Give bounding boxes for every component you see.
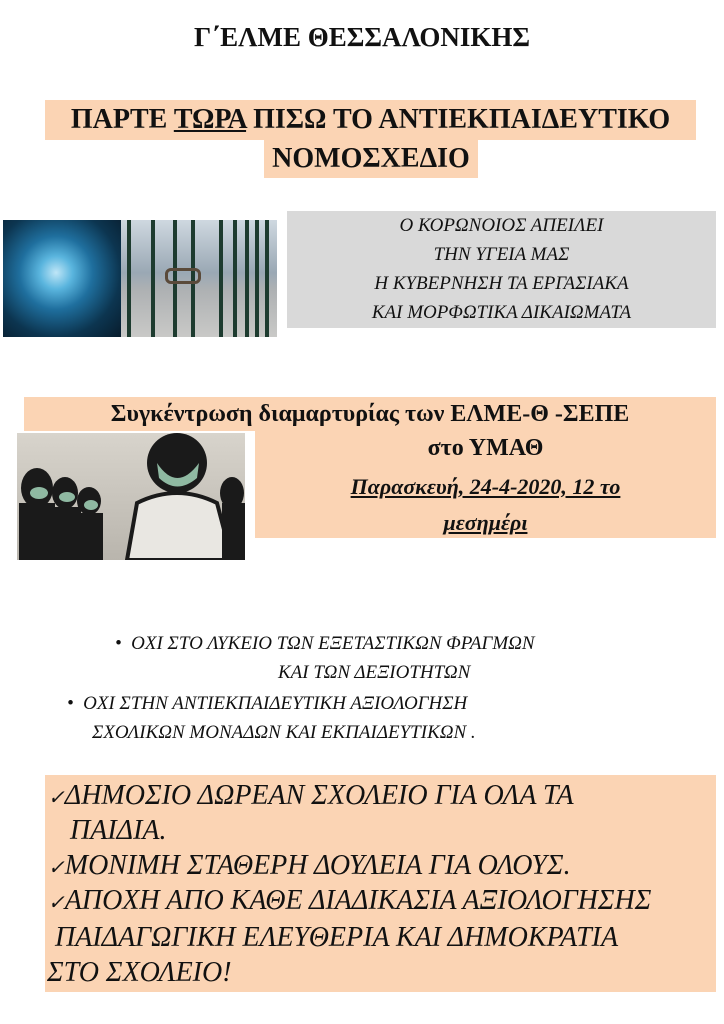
event-date: Παρασκευή, 24-4-2020, 12 το [350,474,621,499]
event-title: Συγκέντρωση διαμαρτυρίας των ΕΛΜΕ-Θ -ΣΕΠΕ [110,401,630,427]
threat-line: Η ΚΥΒΕΡΝΗΣΗ ΤΑ ΕΡΓΑΣΙΑΚΑ [374,273,629,294]
check-icon: ✓ [48,892,65,914]
headline-line-1 [45,100,696,140]
threat-line: ΤΗΝ ΥΓΕΙΑ ΜΑΣ [433,244,570,265]
demand-line: ΠΑΙΔΑΓΩΓΙΚΗ ΕΛΕΥΘΕΡΙΑ ΚΑΙ ΔΗΜΟΚΡΑΤΙΑ [55,922,619,953]
bullet-item [115,629,535,658]
event-time: μεσημέρι [443,510,528,535]
bullet-text: ΟΧΙ ΣΤΗΝ ΑΝΤΙΕΚΠΑΙΔΕΥΤΙΚΗ ΑΞΙΟΛΟΓΗΣΗ [83,693,468,714]
bullet-text: ΟΧΙ ΣΤΟ ΛΥΚΕΙΟ ΤΩΝ ΕΞΕΤΑΣΤΙΚΩΝ ΦΡΑΓΜΩΝ [131,633,535,654]
check-icon: ✓ [48,787,65,809]
threat-line: Ο ΚΟΡΩΝΟΙΟΣ ΑΠΕΙΛΕΙ [399,215,604,236]
demand-text: ΜΟΝΙΜΗ ΣΤΑΘΕΡΗ ΔΟΥΛΕΙΑ ΓΙΑ ΟΛΟΥΣ. [64,850,571,881]
headline-line-2: ΝΟΜΟΣΧΕΔΙΟ [264,140,478,178]
virus-and-locked-gate-image [3,220,277,337]
demand-line [48,778,574,816]
chain-lock-icon [165,268,201,284]
locked-gate-picture [121,220,277,337]
headline-emphasis: ΤΩΡΑ [173,104,247,135]
threat-line: ΚΑΙ ΜΟΡΦΩΤΙΚΑ ΔΙΚΑΙΩΜΑΤΑ [371,302,632,323]
bullet-continuation: ΣΧΟΛΙΚΩΝ ΜΟΝΑΔΩΝ ΚΑΙ ΕΚΠΑΙΔΕΥΤΙΚΩΝ . [92,722,476,743]
demand-text: ΔΗΜΟΣΙΟ ΔΩΡΕΑΝ ΣΧΟΛΕΙΟ ΓΙΑ ΟΛΑ ΤΑ [64,780,574,811]
event-location: στο ΥΜΑΘ [427,435,544,461]
union-title: Γ΄ΕΛΜΕ ΘΕΣΣΑΛΟΝΙΚΗΣ [193,22,531,52]
demand-line: ΠΑΙΔΙΑ. [70,815,167,846]
demand-line [48,883,651,921]
check-icon: ✓ [48,857,65,879]
bullet-continuation: ΚΑΙ ΤΩΝ ΔΕΞΙΟΤΗΤΩΝ [278,662,471,683]
headline-part-1: ΠΑΡΤΕ [70,104,174,135]
masked-crowd-image [17,433,245,560]
threat-box [287,211,716,328]
bullet-icon: • [67,693,84,714]
demand-line [48,848,571,886]
virus-picture [3,220,121,337]
headline-part-2: ΠΙΣΩ ΤΟ ΑΝΤΙΕΚΠΑΙΔΕΥΤΙΚΟ [246,104,671,135]
bullet-item [67,689,467,718]
demands-box [45,775,716,992]
demand-text: ΑΠΟΧΗ ΑΠΟ ΚΑΘΕ ΔΙΑΔΙΚΑΣΙΑ ΑΞΙΟΛΟΓΗΣΗΣ [64,885,652,916]
demand-line: ΣΤΟ ΣΧΟΛΕΙΟ! [47,957,232,988]
bullet-icon: • [115,633,132,654]
